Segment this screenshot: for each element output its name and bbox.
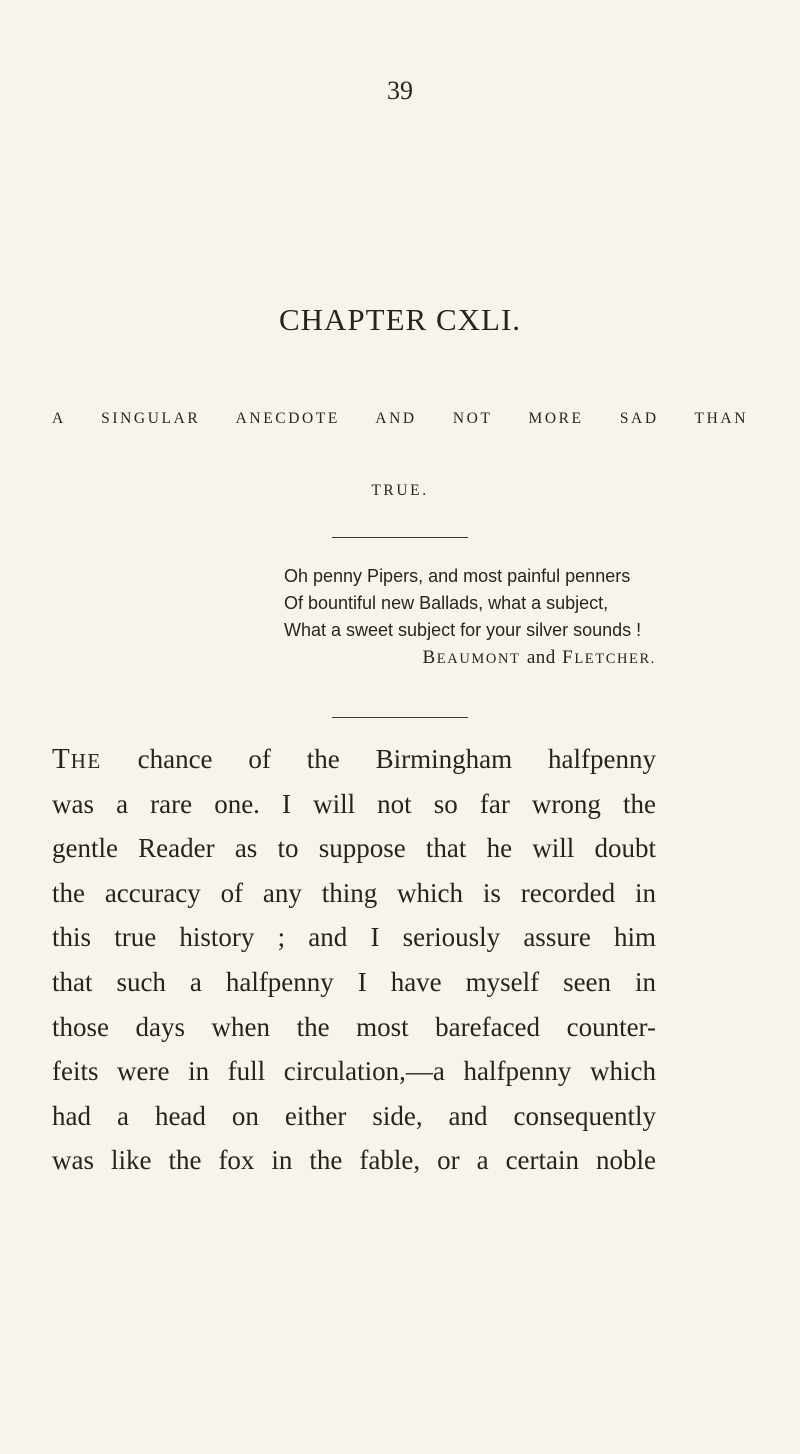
body-line: feits were in full circulation,—a halfpenny which (52, 1056, 656, 1087)
page-number: 39 (387, 76, 413, 105)
attribution-initial-2: F (562, 647, 575, 668)
lead-small-caps: HE (70, 749, 102, 773)
attribution-initial-1: B (422, 647, 437, 668)
epigraph-line: Oh penny Pipers, and most painful penners (284, 566, 631, 586)
body-line: this true history ; and I seriously assure him (52, 922, 656, 953)
chapter-subtitle-line-1: A SINGULAR ANECDOTE AND NOT MORE SAD THAN (52, 410, 748, 427)
epigraph-attribution (423, 647, 656, 669)
lead-word (52, 744, 102, 774)
body-line (52, 737, 656, 782)
body-line: the accuracy of any thing which is recorded in (52, 877, 656, 908)
attribution-rest-1: EAUMONT (436, 651, 521, 667)
attribution-rest-2: LETCHER. (574, 651, 656, 667)
lead-initial: T (52, 743, 71, 775)
chapter-title: CHAPTER CXLI. (278, 302, 522, 337)
body-line: those days when the most barefaced counter- (52, 1011, 656, 1042)
divider-rule-top (332, 537, 468, 538)
body-line: was a rare one. I will not so far wrong the (52, 788, 656, 819)
body-text (52, 737, 656, 1183)
chapter-subtitle-line-2: TRUE. (371, 482, 429, 499)
epigraph-line: What a sweet subject for your silver sounds ! (284, 620, 642, 640)
body-line: gentle Reader as to suppose that he will doubt (52, 833, 656, 864)
body-line: that such a halfpenny I have myself seen in (52, 966, 656, 997)
attribution-and: and (526, 647, 556, 668)
body-line: was like the fox in the fable, or a certain noble (52, 1145, 656, 1176)
body-line-1-rest: chance of the Birmingham halfpenny (101, 744, 656, 774)
body-line: had a head on either side, and consequently (52, 1100, 656, 1131)
divider-rule-bottom (332, 717, 468, 718)
epigraph-line: Of bountiful new Ballads, what a subject, (284, 593, 609, 613)
epigraph (284, 563, 641, 644)
